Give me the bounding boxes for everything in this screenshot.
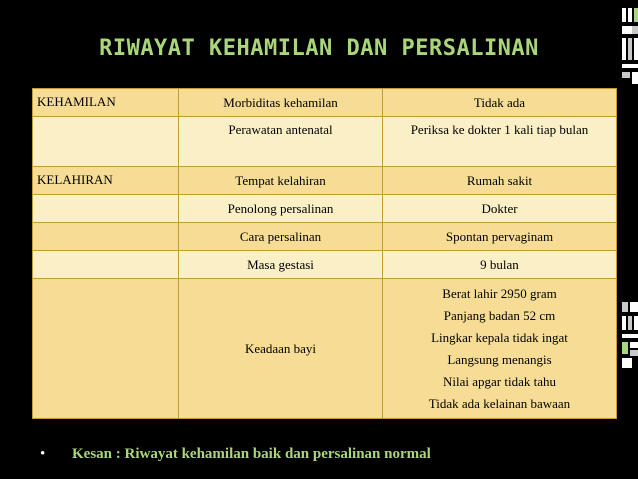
decorative-pattern-bottom [620,300,638,375]
value-cell: Rumah sakit [383,167,617,195]
value-cell: Spontan pervaginam [383,223,617,251]
baby-condition-line: Nilai apgar tidak tahu [443,373,556,389]
item-cell: Masa gestasi [179,251,383,279]
table-row [33,117,617,167]
slide-title: RIWAYAT KEHAMILAN DAN PERSALINAN [99,36,539,61]
category-cell [33,195,179,223]
category-cell [33,279,179,419]
table-row [33,167,617,195]
pregnancy-history-table [32,88,617,419]
category-cell: KEHAMILAN [33,89,179,117]
summary-text: Kesan : Riwayat kehamilan baik dan persalinan normal [72,446,431,462]
item-cell: Morbiditas kehamilan [179,89,383,117]
category-cell [33,117,179,167]
baby-condition-line: Berat lahir 2950 gram [442,285,557,301]
category-cell [33,251,179,279]
table-row [33,195,617,223]
table-row [33,89,617,117]
category-cell [33,223,179,251]
baby-condition-cell [383,279,617,419]
item-cell: Perawatan antenatal [179,117,383,167]
category-cell: KELAHIRAN [33,167,179,195]
summary-bullet [40,446,431,463]
baby-condition-line: Lingkar kepala tidak ingat [431,329,568,345]
item-cell: Penolong persalinan [179,195,383,223]
table-row [33,279,617,419]
value-cell: 9 bulan [383,251,617,279]
baby-condition-line: Tidak ada kelainan bawaan [428,395,571,411]
value-cell: Periksa ke dokter 1 kali tiap bulan [383,117,617,167]
table-row [33,223,617,251]
table-row [33,251,617,279]
value-cell: Tidak ada [383,89,617,117]
baby-condition-line: Langsung menangis [447,351,552,367]
item-cell: Keadaan bayi [179,279,383,419]
baby-condition-line: Panjang badan 52 cm [443,307,556,323]
value-cell: Dokter [383,195,617,223]
bullet-icon: • [40,446,46,462]
item-cell: Tempat kelahiran [179,167,383,195]
item-cell: Cara persalinan [179,223,383,251]
